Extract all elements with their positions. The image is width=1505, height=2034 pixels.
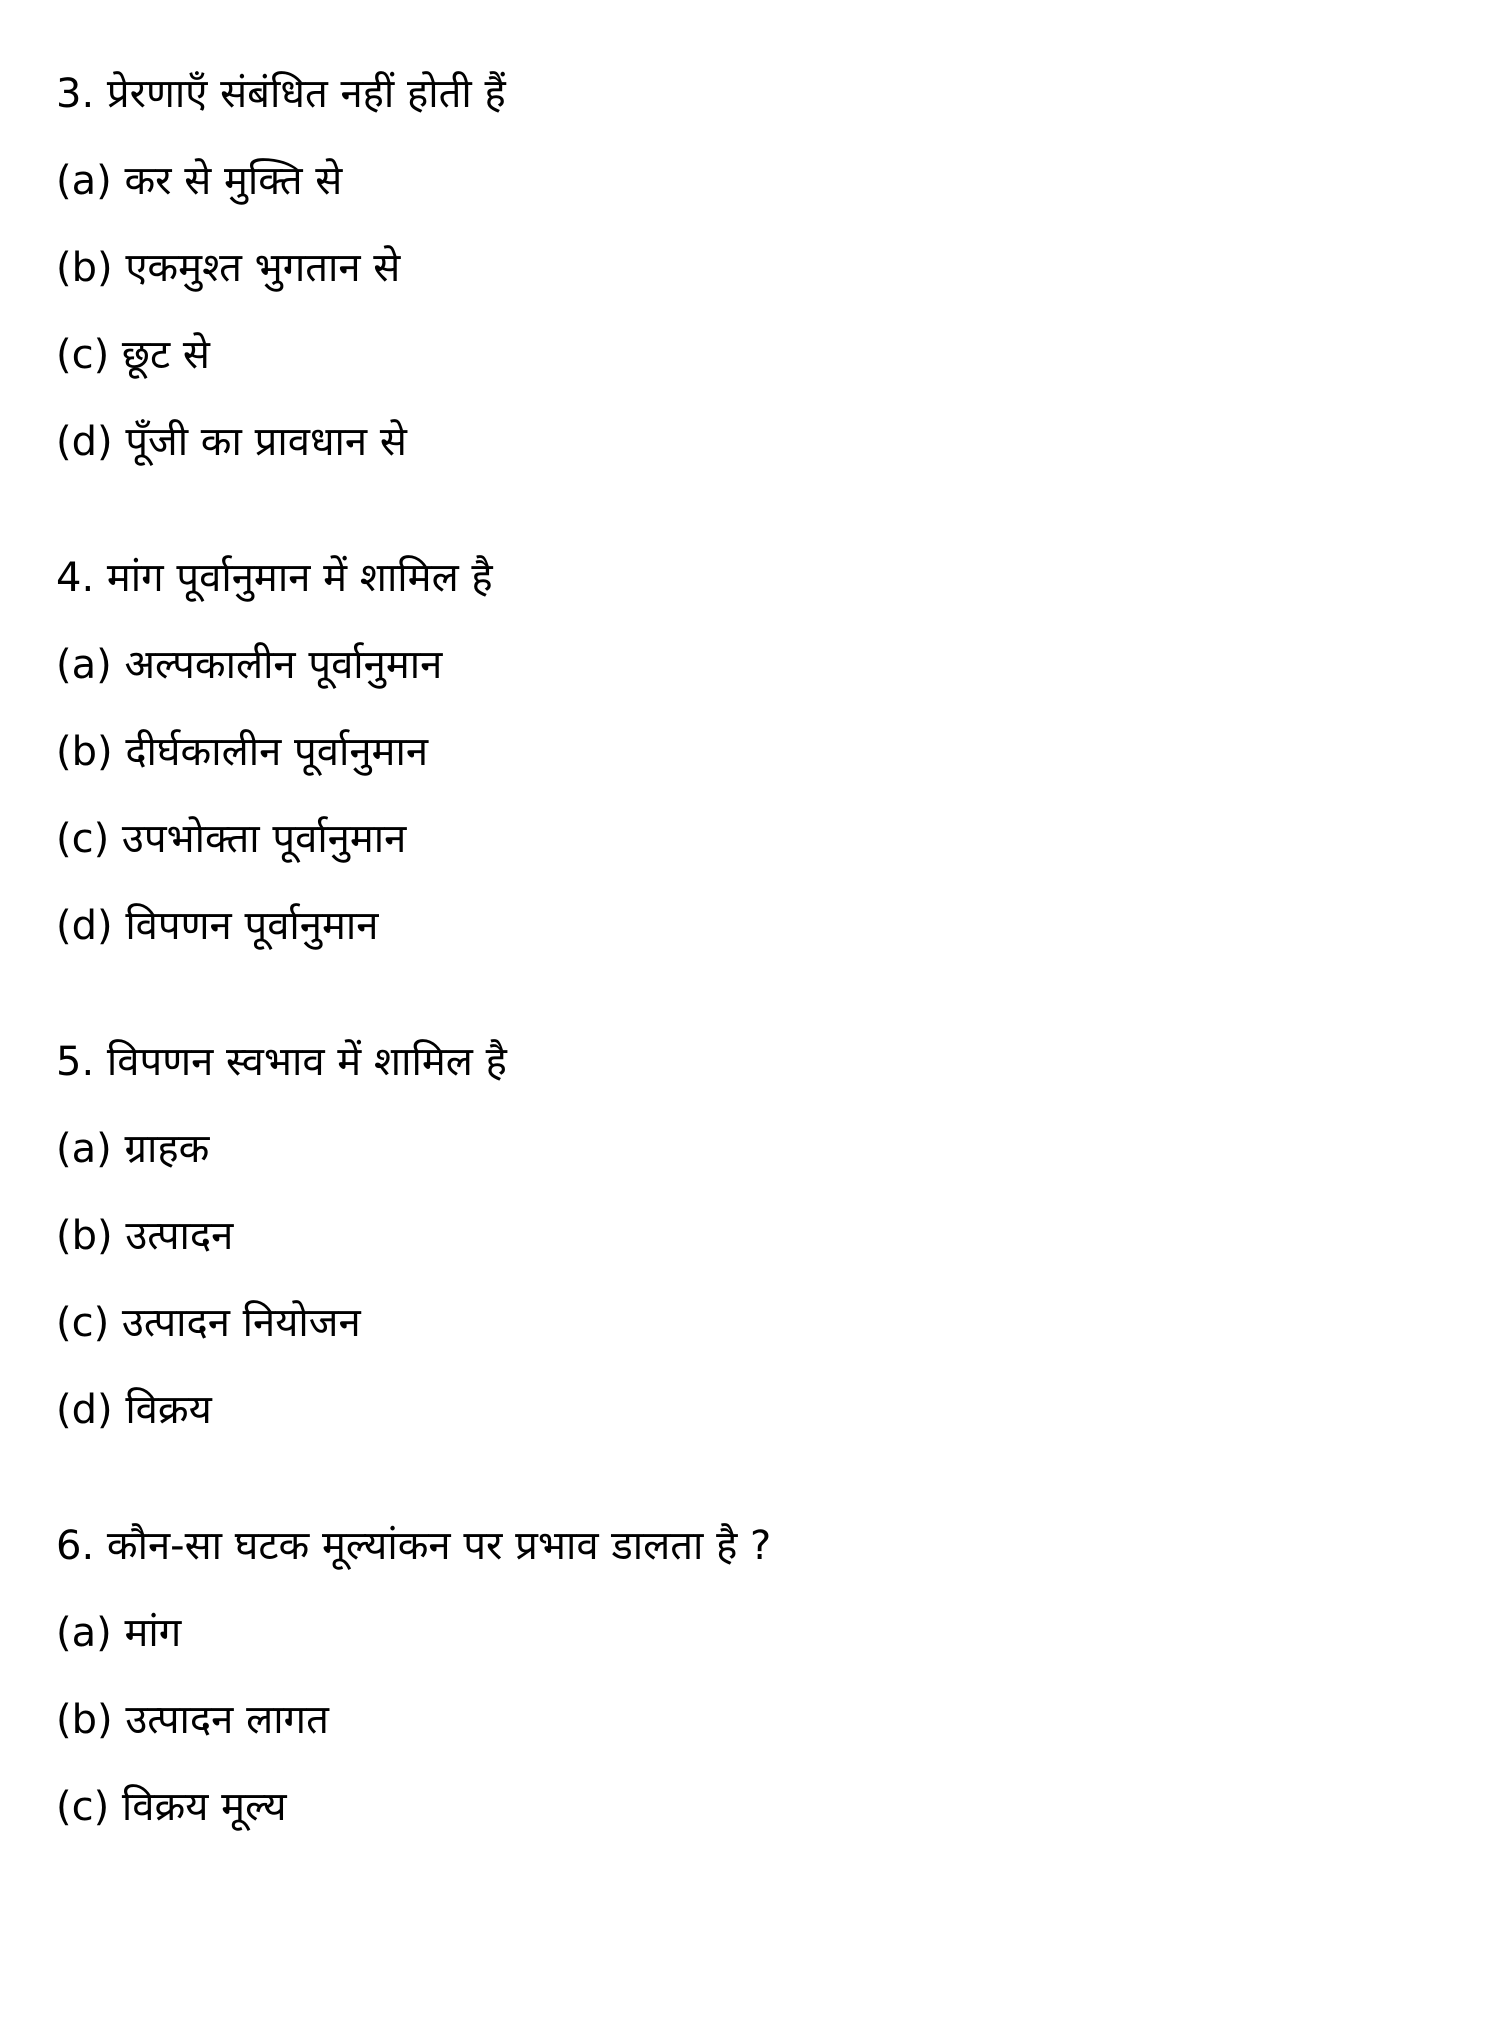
question-5 [56,1038,1456,1434]
option-a: (a) मांग [56,1610,182,1656]
question-stem: 4. मांग पूर्वानुमान में शामिल है [56,555,493,601]
option-a: (a) अल्पकालीन पूर्वानुमान [56,642,443,688]
option-d: (d) विपणन पूर्वानुमान [56,903,379,949]
option-c: (c) विक्रय मूल्य [56,1784,287,1830]
option-c: (c) उत्पादन नियोजन [56,1300,361,1346]
question-4 [56,554,1456,950]
option-b: (b) एकमुश्त भुगतान से [56,245,401,291]
option-d: (d) विक्रय [56,1387,212,1433]
option-b: (b) उत्पादन लागत [56,1697,329,1743]
option-a: (a) कर से मुक्ति से [56,158,343,204]
option-a: (a) ग्राहक [56,1126,210,1172]
option-b: (b) उत्पादन [56,1213,234,1259]
question-stem: 6. कौन-सा घटक मूल्यांकन पर प्रभाव डालता है ? [56,1523,772,1569]
option-d: (d) पूँजी का प्रावधान से [56,419,407,465]
option-b: (b) दीर्घकालीन पूर्वानुमान [56,729,429,775]
option-c: (c) उपभोक्ता पूर्वानुमान [56,816,407,862]
question-sheet [56,70,1456,1831]
option-c: (c) छूट से [56,332,210,378]
question-stem: 5. विपणन स्वभाव में शामिल है [56,1039,507,1085]
question-3 [56,70,1456,466]
question-stem: 3. प्रेरणाएँ संबंधित नहीं होती हैं [56,71,506,117]
question-6 [56,1522,1456,1831]
